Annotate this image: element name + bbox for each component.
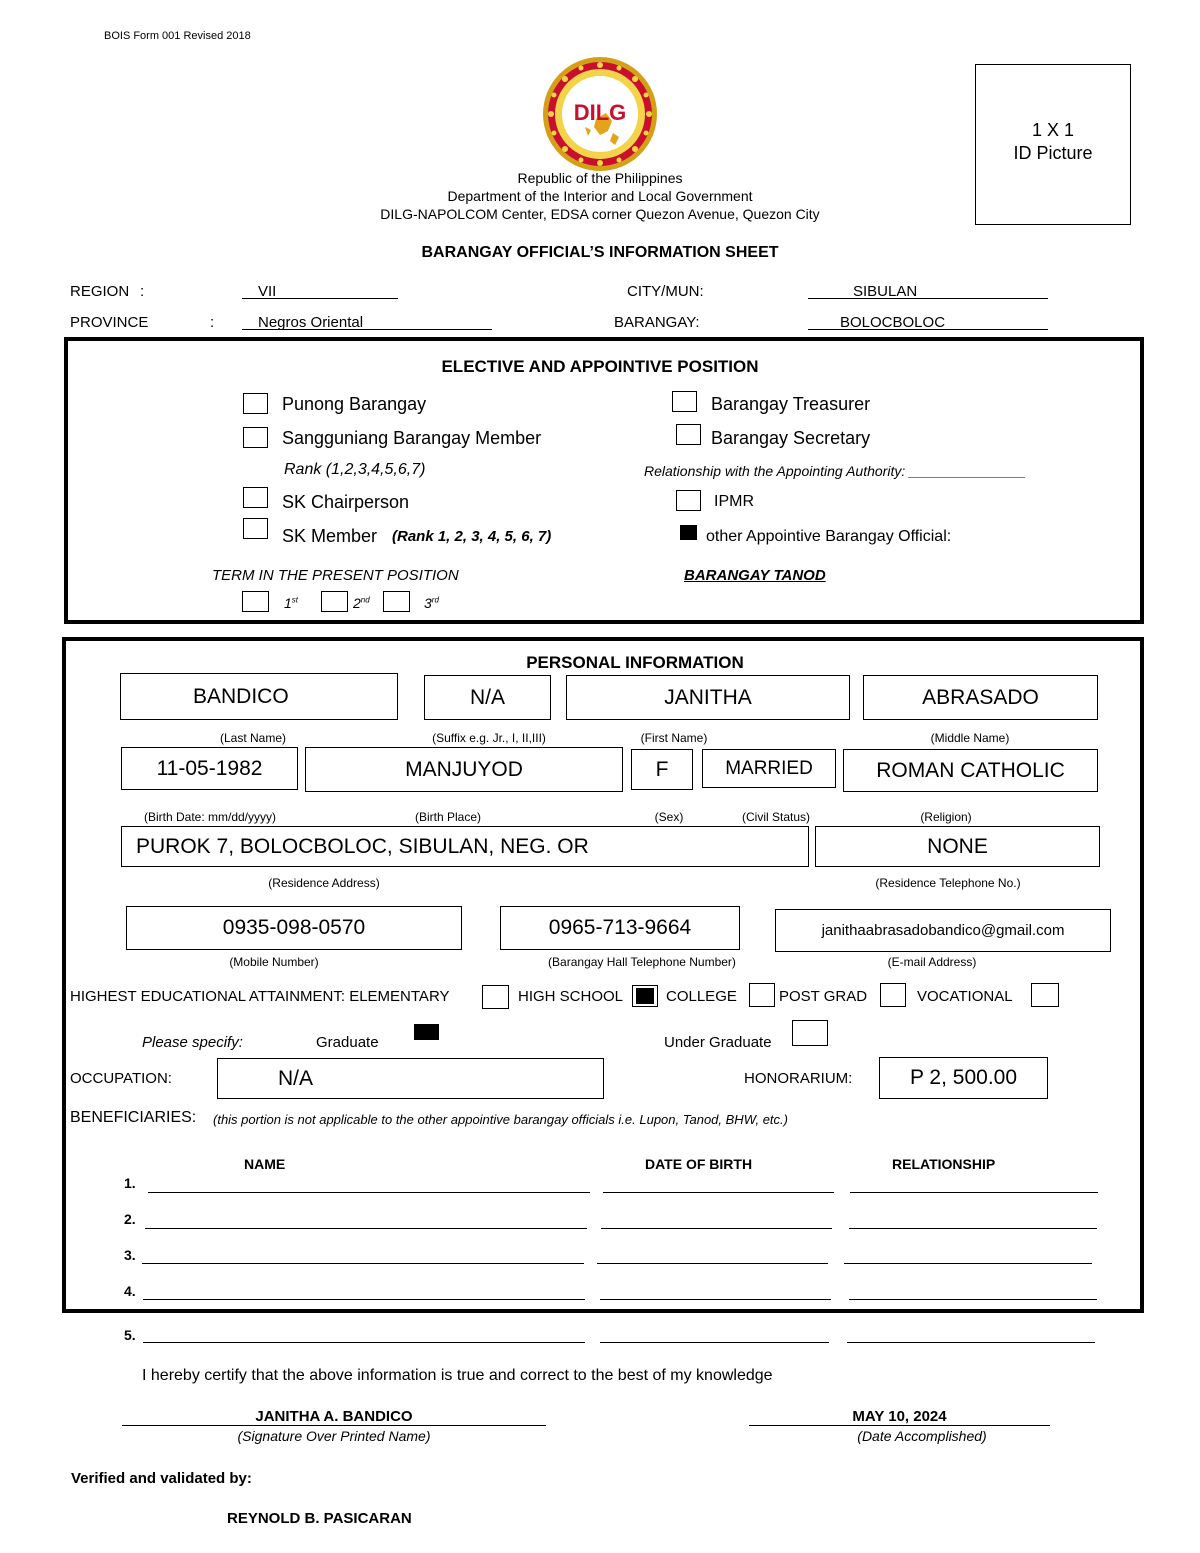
region-label: REGION [70, 283, 130, 300]
res-phone-box[interactable] [815, 826, 1100, 867]
religion-caption: (Religion) [920, 810, 972, 824]
beneficiary-rel-line[interactable] [849, 1287, 1097, 1300]
term-3-checkbox[interactable] [383, 591, 410, 612]
vocational-label: VOCATIONAL [917, 988, 1013, 1005]
last-name-value: BANDICO [193, 684, 289, 708]
civil-status-value: MARRIED [725, 757, 813, 779]
mobile-caption: (Mobile Number) [229, 955, 319, 969]
vocational-checkbox[interactable] [1031, 983, 1059, 1007]
middle-name-value: ABRASADO [922, 685, 1039, 709]
secretary-checkbox[interactable] [676, 424, 701, 445]
beneficiary-name-line[interactable] [142, 1251, 584, 1264]
form-code: BOIS Form 001 Revised 2018 [104, 30, 251, 42]
beneficiary-num: 5. [124, 1327, 136, 1343]
mobile-box[interactable] [126, 906, 462, 950]
sk-member-label: SK Member [282, 526, 378, 546]
beneficiary-num: 1. [124, 1175, 136, 1191]
honorarium-box[interactable] [879, 1057, 1048, 1099]
verified-name: REYNOLD B. PASICARAN [227, 1510, 412, 1527]
occupation-label: OCCUPATION: [70, 1070, 172, 1087]
citymun-line [808, 284, 1048, 299]
birth-place-value: MANJUYOD [405, 757, 523, 781]
signature-name[interactable]: JANITHA A. BANDICO [122, 1408, 546, 1426]
id-picture-line2: ID Picture [1013, 143, 1093, 163]
date-accomplished[interactable]: MAY 10, 2024 [749, 1408, 1050, 1426]
sex-caption: (Sex) [654, 810, 684, 824]
birth-date-caption: (Birth Date: mm/dd/yyyy) [143, 810, 277, 824]
beneficiary-name-line[interactable] [145, 1216, 587, 1229]
religion-value: ROMAN CATHOLIC [876, 758, 1065, 782]
first-name-value: JANITHA [664, 685, 752, 709]
other-appointive-checkbox[interactable] [676, 522, 701, 543]
beneficiary-rel-line[interactable] [844, 1251, 1092, 1264]
beneficiary-name-line[interactable] [143, 1330, 585, 1343]
beneficiary-dob-line[interactable] [597, 1251, 828, 1264]
address-value: PUROK 7, BOLOCBOLOC, SIBULAN, NEG. OR [136, 834, 589, 858]
suffix-caption: (Suffix e.g. Jr., I, II,III) [432, 731, 546, 745]
last-name-box[interactable] [120, 673, 398, 720]
other-appointive-label: other Appointive Barangay Official: [706, 528, 952, 545]
col-rel-header: RELATIONSHIP [892, 1156, 996, 1172]
term-3-label [424, 595, 439, 611]
college-label: COLLEGE [666, 988, 737, 1005]
email-caption: (E-mail Address) [887, 955, 977, 969]
header-address: DILG-NAPOLCOM Center, EDSA corner Quezon Avenue, Quezon City [380, 206, 820, 222]
ipmr-checkbox[interactable] [676, 490, 701, 511]
region-colon: : [140, 283, 145, 300]
term-1-number: 1 [284, 595, 292, 611]
sangguniang-label: Sangguniang Barangay Member [282, 428, 542, 448]
sangguniang-checkbox[interactable] [243, 427, 268, 448]
last-name-caption: (Last Name) [219, 731, 287, 745]
position-heading: ELECTIVE AND APPOINTIVE POSITION [441, 357, 759, 376]
verified-label: Verified and validated by: [71, 1470, 252, 1487]
high-school-checkbox[interactable] [632, 985, 658, 1007]
rank-note: Rank (1,2,3,4,5,6,7) [284, 461, 426, 478]
id-picture-line1: 1 X 1 [1031, 120, 1075, 140]
logo-text: DILG [573, 100, 627, 125]
page-title: BARANGAY OFFICIAL’S INFORMATION SHEET [421, 244, 779, 261]
treasurer-label: Barangay Treasurer [711, 394, 871, 414]
res-phone-value: NONE [927, 834, 988, 858]
occupation-box[interactable] [217, 1058, 604, 1099]
beneficiary-num: 3. [124, 1247, 136, 1263]
first-name-box[interactable] [566, 675, 850, 720]
sk-member-checkbox[interactable] [243, 518, 268, 539]
honorarium-value: P 2, 500.00 [909, 1066, 1018, 1089]
birth-date-value: 11-05-1982 [156, 756, 263, 780]
birth-place-caption: (Birth Place) [414, 810, 482, 824]
suffix-value: N/A [469, 685, 505, 709]
suffix-box[interactable] [424, 675, 551, 720]
region-value[interactable]: VII [258, 283, 277, 300]
sex-box[interactable] [631, 749, 693, 790]
term-2-label [353, 595, 370, 611]
graduate-checkbox[interactable] [410, 1021, 443, 1043]
treasurer-checkbox[interactable] [672, 391, 697, 412]
hall-phone-value: 0965-713-9664 [548, 916, 692, 939]
certify-text: I hereby certify that the above information is true and correct to the best of my knowledge [142, 1367, 773, 1384]
under-graduate-checkbox[interactable] [792, 1020, 828, 1046]
occupation-value: N/A [278, 1066, 314, 1090]
beneficiary-name-line[interactable] [148, 1180, 590, 1193]
hall-phone-caption: (Barangay Hall Telephone Number) [548, 955, 736, 969]
civil-status-caption: (Civil Status) [741, 810, 810, 824]
secretary-label: Barangay Secretary [711, 428, 871, 448]
res-phone-caption: (Residence Telephone No.) [875, 876, 1021, 890]
high-school-label: HIGH SCHOOL [518, 988, 624, 1005]
religion-box[interactable] [843, 749, 1098, 792]
punong-label: Punong Barangay [282, 394, 427, 414]
date-caption: (Date Accomplished) [857, 1428, 987, 1444]
term-2-number: 2 [353, 595, 361, 611]
term-3-suffix: rd [431, 595, 439, 605]
term-1-label [284, 595, 298, 611]
header-republic: Republic of the Philippines [517, 170, 683, 186]
hall-phone-box[interactable] [500, 906, 740, 950]
personal-heading: PERSONAL INFORMATION [526, 653, 744, 672]
beneficiaries-label: BENEFICIARIES: [70, 1109, 197, 1126]
birth-place-box[interactable] [305, 747, 623, 792]
barangay-value[interactable]: BOLOCBOLOC [840, 314, 946, 331]
email-box[interactable] [775, 909, 1111, 952]
post-grad-checkbox[interactable] [880, 983, 906, 1007]
sk-member-rank: (Rank 1, 2, 3, 4, 5, 6, 7) [392, 528, 552, 545]
term-3-number: 3 [424, 595, 432, 611]
other-appointive-value[interactable]: BARANGAY TANOD [684, 567, 826, 584]
under-graduate-label: Under Graduate [664, 1034, 772, 1051]
beneficiaries-note: (this portion is not applicable to the other appointive barangay officials i.e. Lupon, Tanod, BHW, etc.) [213, 1112, 788, 1127]
address-caption: (Residence Address) [268, 876, 380, 890]
civil-status-box[interactable] [702, 749, 836, 788]
elementary-checkbox[interactable] [482, 985, 509, 1009]
first-name-caption: (First Name) [640, 731, 708, 745]
sk-chair-checkbox[interactable] [243, 487, 268, 508]
middle-name-box[interactable] [863, 675, 1098, 720]
citymun-label: CITY/MUN: [627, 283, 704, 300]
province-value[interactable]: Negros Oriental [258, 314, 364, 331]
beneficiary-num: 2. [124, 1211, 136, 1227]
specify-label: Please specify: [142, 1034, 243, 1051]
beneficiary-rel-line[interactable] [850, 1180, 1098, 1193]
term-2-checkbox[interactable] [321, 591, 348, 612]
beneficiary-dob-line[interactable] [601, 1216, 832, 1229]
punong-checkbox[interactable] [243, 393, 268, 414]
beneficiary-dob-line[interactable] [600, 1287, 831, 1300]
birth-date-box[interactable] [121, 747, 298, 790]
graduate-label: Graduate [316, 1034, 379, 1051]
beneficiary-rel-line[interactable] [849, 1216, 1097, 1229]
province-colon: : [210, 314, 215, 331]
province-label: PROVINCE [70, 314, 149, 331]
education-label: HIGHEST EDUCATIONAL ATTAINMENT: ELEMENTARY [70, 988, 450, 1005]
email-value: janithaabrasadobandico@gmail.com [821, 922, 1065, 939]
beneficiary-dob-line[interactable] [600, 1330, 829, 1343]
barangay-label: BARANGAY: [614, 314, 700, 331]
term-1-checkbox[interactable] [242, 591, 269, 612]
col-dob-header: DATE OF BIRTH [645, 1156, 753, 1172]
sex-value: F [655, 757, 669, 781]
middle-name-caption: (Middle Name) [930, 731, 1010, 745]
header-department: Department of the Interior and Local Government [447, 188, 753, 204]
address-box[interactable] [121, 826, 809, 867]
mobile-value: 0935-098-0570 [222, 916, 366, 939]
ipmr-label: IPMR [714, 493, 754, 510]
id-picture-box [975, 64, 1131, 225]
relationship-note: Relationship with the Appointing Authority: _______________ [644, 463, 1026, 479]
citymun-value[interactable]: SIBULAN [853, 283, 918, 300]
beneficiary-name-line[interactable] [143, 1287, 585, 1300]
honorarium-label: HONORARIUM: [744, 1070, 853, 1087]
term-1-suffix: st [291, 595, 299, 605]
col-name-header: NAME [244, 1156, 286, 1172]
college-checkbox[interactable] [749, 983, 775, 1007]
beneficiary-dob-line[interactable] [603, 1180, 834, 1193]
beneficiary-rel-line[interactable] [847, 1330, 1095, 1343]
beneficiary-num: 4. [124, 1283, 136, 1299]
term-label: TERM IN THE PRESENT POSITION [212, 567, 459, 584]
signature-caption: (Signature Over Printed Name) [237, 1428, 431, 1444]
sk-chair-label: SK Chairperson [282, 492, 410, 512]
term-2-suffix: nd [360, 595, 370, 605]
post-grad-label: POST GRAD [779, 988, 868, 1005]
